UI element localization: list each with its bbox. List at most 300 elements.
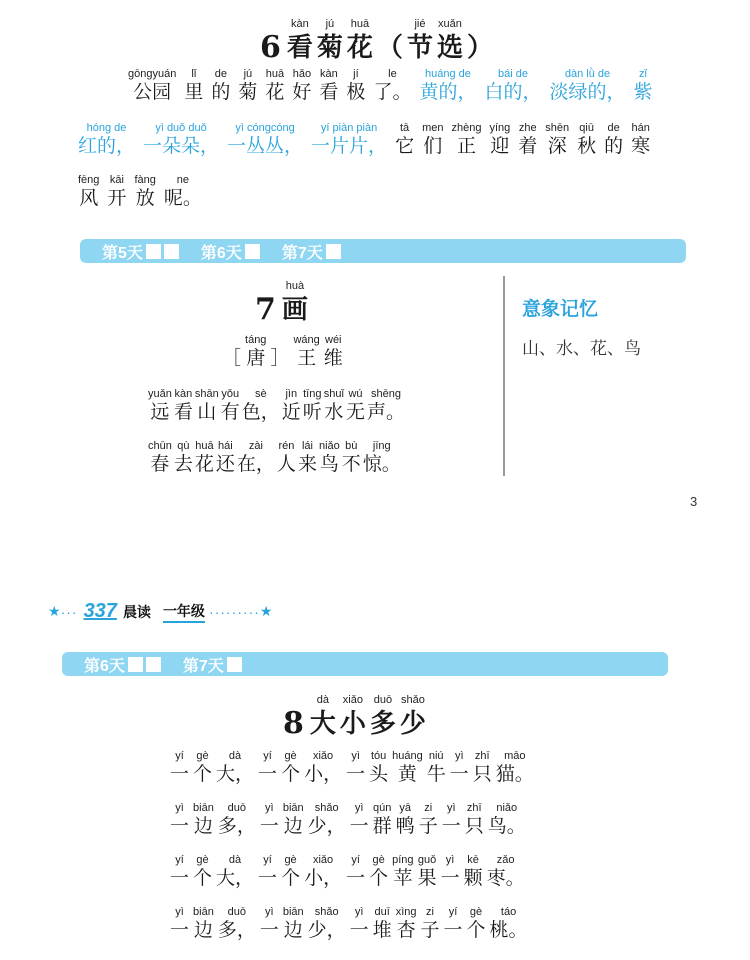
checkbox[interactable] <box>326 244 341 259</box>
hanzi: 来 <box>297 453 317 475</box>
hanzi: 只 <box>472 763 492 785</box>
checkbox[interactable] <box>146 244 161 259</box>
hanzi: 大， <box>216 867 255 889</box>
ruby-cell <box>631 122 650 157</box>
ruby-cell <box>473 750 492 785</box>
hanzi: 苹 <box>393 867 413 889</box>
pinyin: le <box>388 68 397 80</box>
pinyin: bái de <box>497 68 528 80</box>
ruby-cell <box>396 906 417 941</box>
ruby-cell <box>221 388 240 423</box>
ruby-cell <box>292 68 311 103</box>
ruby-cell <box>310 694 336 741</box>
pinyin: gè <box>196 854 209 866</box>
hanzi: 子 <box>420 919 440 941</box>
day-label <box>282 240 341 263</box>
hanzi: 边 <box>193 815 213 837</box>
hanzi: 花 <box>346 33 373 63</box>
hanzi: 个 <box>193 867 213 889</box>
ruby-cell <box>193 906 214 941</box>
ruby-cell <box>283 802 304 837</box>
hanzi: 菊 <box>238 81 258 103</box>
hanzi: 风 <box>79 187 99 209</box>
ruby-cell <box>418 854 437 889</box>
hanzi: 山 <box>197 401 217 423</box>
ruby-cell <box>422 122 443 157</box>
pinyin: yì <box>445 854 455 866</box>
ruby-cell <box>324 388 344 423</box>
hanzi: 牛 <box>426 763 446 785</box>
pinyin: wáng <box>293 334 320 346</box>
pinyin: lái <box>301 440 313 452</box>
pinyin: huā <box>350 18 370 30</box>
progress-bar-1 <box>80 239 686 263</box>
pinyin: jú <box>325 18 335 30</box>
pinyin: huā <box>265 68 285 80</box>
ruby-cell <box>304 750 342 785</box>
brand-logo: 337 <box>83 600 117 622</box>
pinyin: zǎo <box>496 854 515 866</box>
pinyin: zhī <box>466 802 482 814</box>
hanzi: 花 <box>194 453 214 475</box>
pinyin: zhī <box>474 750 490 762</box>
hanzi: 声。 <box>367 401 406 423</box>
ruby-cell <box>367 388 405 423</box>
hanzi: 一 <box>170 919 190 941</box>
ruby-cell <box>350 906 369 941</box>
pinyin: biān <box>193 802 214 814</box>
ruby-cell <box>319 68 338 103</box>
pinyin: zi <box>424 802 433 814</box>
checkbox[interactable] <box>227 657 242 672</box>
ruby-cell <box>437 18 463 65</box>
pinyin: qiū <box>579 122 594 134</box>
pinyin: rén <box>278 440 295 452</box>
hanzi: 一 <box>440 867 460 889</box>
hanzi: 紫 <box>633 81 653 103</box>
hanzi: 一 <box>259 919 279 941</box>
hanzi: 少， <box>307 919 346 941</box>
ruby-cell <box>369 750 388 785</box>
pinyin: shuǐ <box>323 388 344 400</box>
ruby-cell <box>464 854 483 889</box>
poem-8-title <box>283 694 430 741</box>
pinyin: gè <box>284 854 297 866</box>
ruby-cell <box>238 68 257 103</box>
ruby-cell <box>195 388 219 423</box>
ruby-cell <box>545 122 569 157</box>
sidebar-text: 山、水、花、鸟 <box>522 339 641 359</box>
hanzi: （ <box>376 33 403 63</box>
hanzi: 只 <box>464 815 484 837</box>
ruby-cell <box>128 68 176 103</box>
ruby-cell <box>392 750 423 785</box>
hanzi: 堆 <box>372 919 392 941</box>
ruby-cell <box>347 18 373 65</box>
pinyin: fàng <box>134 174 156 186</box>
pinyin: xiǎo <box>312 750 334 762</box>
pinyin: biān <box>193 906 214 918</box>
pinyin: jié <box>414 18 426 30</box>
ruby-cell <box>265 68 284 103</box>
pinyin <box>230 334 233 347</box>
hanzi: 着 <box>518 135 538 157</box>
hanzi: 菊 <box>316 33 343 63</box>
pinyin: yí <box>175 854 184 866</box>
hanzi: 多， <box>217 919 256 941</box>
pinyin: gōngyuán <box>128 68 177 80</box>
pinyin: kàn <box>174 388 193 400</box>
pinyin: yì <box>175 802 184 814</box>
ruby-cell <box>420 906 439 941</box>
pinyin: jìn <box>285 388 298 400</box>
pinyin: yā <box>399 802 411 814</box>
hanzi: 呢。 <box>163 187 202 209</box>
ruby-cell <box>396 802 415 837</box>
pinyin: tīng <box>303 388 322 400</box>
ruby-cell <box>549 68 625 103</box>
checkbox[interactable] <box>245 244 260 259</box>
checkbox[interactable] <box>146 657 161 672</box>
ruby-cell <box>518 122 537 157</box>
pinyin: biān <box>282 802 304 814</box>
hanzi: 头 <box>369 763 389 785</box>
hanzi: 花 <box>265 81 285 103</box>
pinyin: xuǎn <box>438 18 462 30</box>
hanzi: 大， <box>216 763 255 785</box>
day-text: 第6天 <box>84 657 125 675</box>
ruby-cell <box>488 802 526 837</box>
pinyin: de <box>607 122 620 134</box>
pinyin: māo <box>504 750 526 762</box>
pinyin: yì <box>265 906 274 918</box>
hanzi: ） <box>466 33 493 63</box>
ruby-cell <box>496 750 534 785</box>
hanzi: 个 <box>466 919 486 941</box>
hanzi: 一 <box>170 763 190 785</box>
ruby-cell <box>377 18 403 65</box>
hanzi: 枣。 <box>486 867 525 889</box>
ruby-cell <box>487 854 525 889</box>
pinyin: hóng de <box>86 122 127 134</box>
ruby-cell <box>174 388 193 423</box>
hanzi: 秋 <box>577 135 597 157</box>
hanzi: 选 <box>436 33 463 63</box>
hanzi: 白的， <box>484 81 542 103</box>
ruby-cell <box>308 906 346 941</box>
pinyin: biān <box>282 906 304 918</box>
pinyin: huà <box>285 280 305 292</box>
ruby-cell <box>282 280 308 327</box>
ruby-cell <box>293 334 319 369</box>
ruby-cell <box>369 854 388 889</box>
pinyin: gè <box>469 906 483 918</box>
pinyin: jīng <box>372 440 391 452</box>
ruby-cell <box>242 388 280 423</box>
ruby-cell <box>227 122 303 157</box>
hanzi: 多， <box>217 815 256 837</box>
hanzi: 看 <box>286 33 313 63</box>
hanzi: 一片片， <box>311 135 388 157</box>
pinyin <box>388 18 391 31</box>
pinyin <box>478 18 481 31</box>
hanzi: 大 <box>309 709 336 739</box>
day-label <box>201 240 260 263</box>
ruby-cell <box>450 750 469 785</box>
hanzi: 个 <box>369 867 389 889</box>
ruby-cell <box>143 122 219 157</box>
ruby-cell <box>258 854 277 889</box>
ruby-cell <box>346 750 365 785</box>
pinyin: yì duǒ duǒ <box>155 122 207 134</box>
hanzi: 深 <box>547 135 567 157</box>
pinyin: jú <box>243 68 253 80</box>
progress-bar-2 <box>62 652 668 676</box>
hanzi: 公园 <box>133 81 172 103</box>
poem-6-title-text <box>287 18 497 65</box>
pinyin: yì <box>354 802 364 814</box>
pinyin: yí <box>263 854 272 866</box>
ruby-cell <box>451 122 481 157</box>
poem-7-author <box>222 334 347 369</box>
ruby-cell <box>282 388 301 423</box>
pinyin: jí <box>353 68 359 80</box>
ruby-cell <box>577 122 596 157</box>
day-text: 第5天 <box>102 244 143 262</box>
hanzi: 节 <box>406 33 433 63</box>
hanzi: 还 <box>215 453 235 475</box>
hanzi: 黄 <box>397 763 417 785</box>
day-label <box>183 653 242 676</box>
pinyin: shǎo <box>314 906 339 918</box>
ruby-cell <box>216 854 254 889</box>
ruby-cell <box>346 388 365 423</box>
pinyin: yí piàn piàn <box>320 122 378 134</box>
ruby-cell <box>260 906 279 941</box>
ruby-cell <box>134 174 155 209</box>
ruby-cell <box>174 440 193 475</box>
hanzi: 王 <box>297 347 317 369</box>
dots-decoration: ··· <box>60 603 78 620</box>
ruby-cell <box>427 750 446 785</box>
ruby-cell <box>346 68 365 103</box>
pinyin: niú <box>428 750 444 762</box>
ruby-cell <box>465 802 484 837</box>
ruby-cell <box>634 68 653 103</box>
pinyin: huáng de <box>425 68 471 80</box>
ruby-cell <box>441 854 460 889</box>
poem-8-line-2 <box>170 802 530 837</box>
hanzi: 一 <box>346 867 366 889</box>
hanzi: 人 <box>276 453 296 475</box>
pinyin: hái <box>218 440 233 452</box>
pinyin: dà <box>316 694 329 706</box>
ruby-cell <box>444 906 463 941</box>
hanzi: 的 <box>604 135 624 157</box>
hanzi: 一 <box>441 815 461 837</box>
pinyin: kàn <box>291 18 309 30</box>
pinyin: xìng <box>395 906 417 918</box>
poem-6-number: 6 <box>260 30 281 65</box>
hanzi: 惊。 <box>362 453 401 475</box>
hanzi: 边 <box>283 815 303 837</box>
page-number: 3 <box>690 494 698 509</box>
pinyin: zǐ <box>639 68 647 80</box>
hanzi: 迎 <box>490 135 510 157</box>
pinyin: ne <box>176 174 189 186</box>
hanzi: 画 <box>281 295 308 325</box>
ruby-cell <box>148 388 172 423</box>
pinyin: duō <box>227 906 246 918</box>
ruby-cell <box>304 854 342 889</box>
pinyin: táng <box>245 334 267 346</box>
pinyin: sè <box>254 388 267 400</box>
poem-6-line-1 <box>128 68 661 103</box>
ruby-cell <box>78 122 135 157</box>
hanzi: 放 <box>135 187 155 209</box>
hanzi: 黄的， <box>419 81 477 103</box>
hanzi: 们 <box>423 135 443 157</box>
pinyin: yì <box>446 802 456 814</box>
pinyin: tā <box>399 122 410 134</box>
day-text: 第7天 <box>182 657 224 675</box>
hanzi: ［ <box>222 347 242 369</box>
hanzi: 它 <box>395 135 415 157</box>
hanzi: 了。 <box>373 81 412 103</box>
ruby-cell <box>184 68 203 103</box>
pinyin: shān <box>194 388 219 400</box>
ruby-cell <box>467 18 493 65</box>
pinyin: gè <box>284 750 297 762</box>
pinyin: duī <box>374 906 390 918</box>
pinyin: dà <box>228 750 242 762</box>
hanzi: 色， <box>241 401 280 423</box>
poem-7-line-2 <box>148 440 403 475</box>
ruby-cell <box>419 68 476 103</box>
pinyin: kàn <box>320 68 338 80</box>
poem-6-line-2 <box>78 122 658 157</box>
hanzi: 少， <box>307 815 346 837</box>
brand-name: 晨读 <box>122 603 151 620</box>
ruby-cell <box>287 18 313 65</box>
pinyin: qù <box>177 440 190 452</box>
ruby-cell <box>324 334 343 369</box>
hanzi: 桃。 <box>489 919 528 941</box>
ruby-cell <box>237 440 275 475</box>
ruby-cell <box>78 174 99 209</box>
ruby-cell <box>373 68 411 103</box>
pinyin: yíng <box>489 122 511 134</box>
hanzi: 红的， <box>78 135 136 157</box>
hanzi: 近 <box>281 401 301 423</box>
ruby-cell <box>604 122 623 157</box>
pinyin: dàn lǜ de <box>564 68 611 80</box>
hanzi: 小， <box>304 763 343 785</box>
pinyin: wéi <box>325 334 342 346</box>
checkbox[interactable] <box>164 244 179 259</box>
hanzi: 边 <box>283 919 303 941</box>
hanzi: 边 <box>193 919 213 941</box>
pinyin: yí <box>448 906 458 918</box>
ruby-cell <box>319 440 340 475</box>
ruby-cell <box>400 694 426 741</box>
hanzi: 看 <box>173 401 193 423</box>
pinyin: yuǎn <box>148 388 172 400</box>
pinyin: chūn <box>148 440 172 452</box>
hanzi: 一 <box>170 815 190 837</box>
pinyin: zhe <box>518 122 537 134</box>
hanzi: 一 <box>443 919 463 941</box>
pinyin: zhèng <box>451 122 482 134</box>
ruby-cell <box>392 854 413 889</box>
ruby-cell <box>395 122 414 157</box>
ruby-cell <box>363 440 401 475</box>
pinyin: huā <box>195 440 214 452</box>
pinyin: yì <box>454 750 464 762</box>
pinyin: yì <box>354 906 364 918</box>
hanzi: 一 <box>349 815 369 837</box>
dots-decoration: ········· <box>208 603 260 620</box>
hanzi: 无 <box>345 401 365 423</box>
pinyin: gè <box>196 750 209 762</box>
ruby-cell <box>170 854 189 889</box>
hanzi: 不 <box>341 453 361 475</box>
ruby-cell <box>170 750 189 785</box>
hanzi: 颗 <box>463 867 483 889</box>
day-text: 第7天 <box>281 244 323 262</box>
hanzi: 开 <box>107 187 127 209</box>
pinyin <box>278 334 281 347</box>
ruby-cell <box>164 174 202 209</box>
ruby-cell <box>258 750 277 785</box>
hanzi: 猫。 <box>495 763 534 785</box>
pinyin: yí <box>263 750 272 762</box>
ruby-cell <box>222 334 241 369</box>
pinyin: men <box>422 122 444 134</box>
hanzi: 一丛丛， <box>227 135 304 157</box>
pinyin: shǎo <box>401 694 425 706</box>
ruby-cell <box>490 906 528 941</box>
ruby-cell <box>484 68 541 103</box>
day-label <box>84 653 161 676</box>
pinyin: tóu <box>370 750 387 762</box>
pinyin: wú <box>348 388 363 400</box>
poem-7-title-text <box>282 280 312 327</box>
pinyin: duō <box>373 694 393 706</box>
checkbox[interactable] <box>128 657 143 672</box>
pinyin: yǒu <box>221 388 240 400</box>
poem-7-line-1 <box>148 388 407 423</box>
ruby-cell <box>216 750 254 785</box>
pinyin: niǎo <box>496 802 518 814</box>
ruby-cell <box>170 906 189 941</box>
hanzi: 寒 <box>631 135 651 157</box>
hanzi: 杏 <box>396 919 416 941</box>
hanzi: 去 <box>173 453 193 475</box>
pinyin: yì cóngcóng <box>235 122 295 134</box>
hanzi: 果 <box>417 867 437 889</box>
ruby-cell <box>277 440 296 475</box>
poem-6-title <box>260 18 497 65</box>
ruby-cell <box>195 440 214 475</box>
poem-8-number: 8 <box>283 706 304 741</box>
pinyin: guǒ <box>417 854 437 866</box>
ruby-cell <box>373 906 392 941</box>
poem-8-line-3 <box>170 854 529 889</box>
hanzi: 维 <box>323 347 343 369</box>
ruby-cell <box>170 802 189 837</box>
pinyin: hǎo <box>292 68 312 80</box>
